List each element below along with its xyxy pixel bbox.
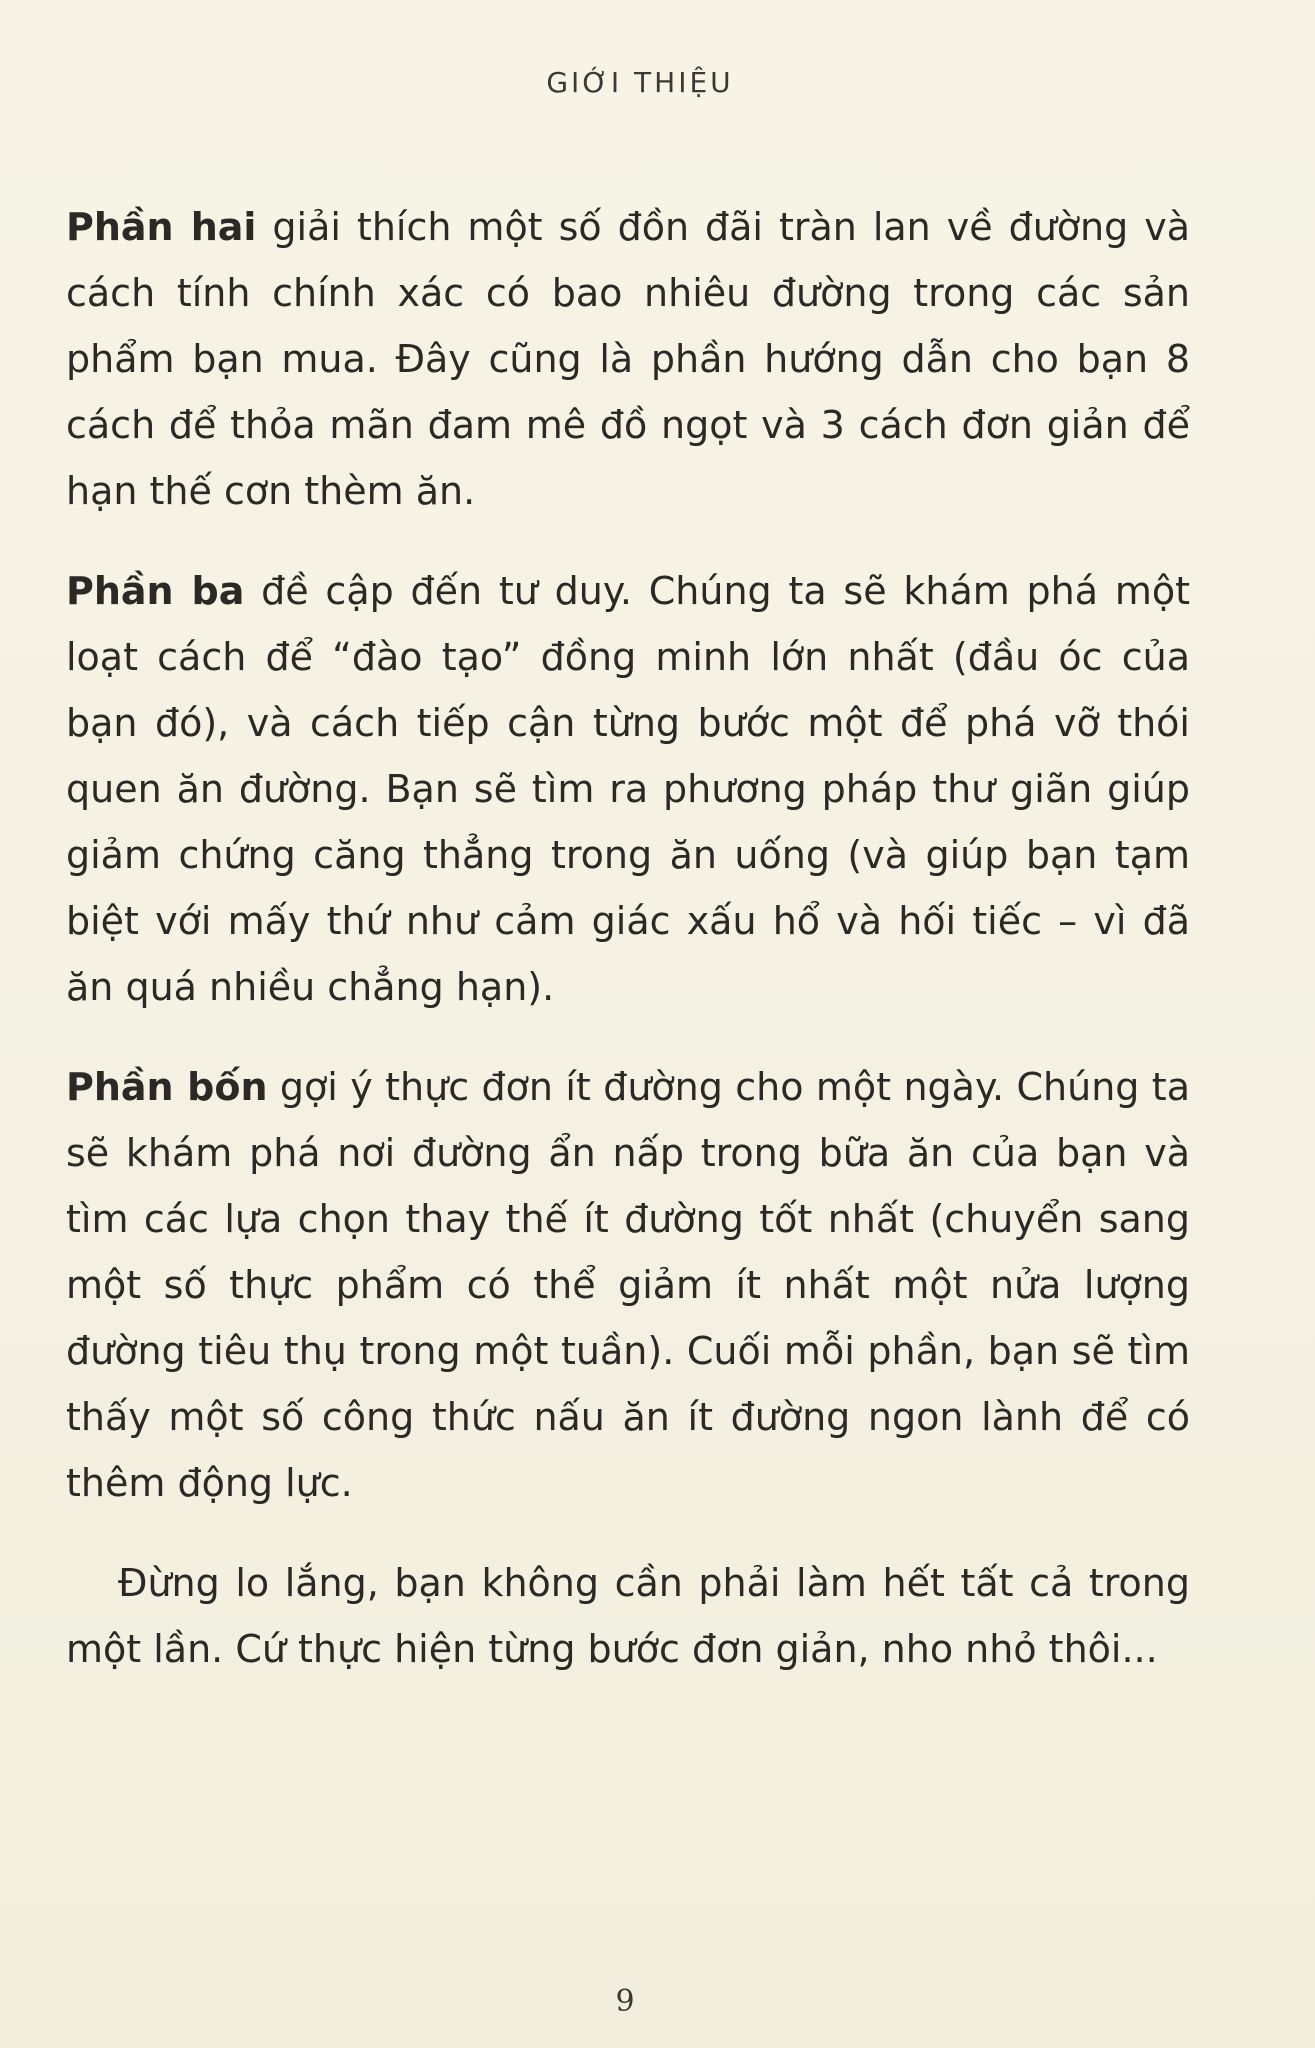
running-header: GIỚI THIỆU (546, 66, 734, 99)
paragraph-lead: Phần hai (66, 205, 257, 249)
paragraph-part-four (66, 1054, 1190, 1516)
closing-paragraph: Đừng lo lắng, bạn không cần phải làm hết tất cả trong một lần. Cứ thực hiện từng bước đơn giản, nho nhỏ thôi... (66, 1561, 1190, 1671)
paragraph-text: giải thích một số đồn đãi tràn lan về đường và cách tính chính xác có bao nhiêu đường trong các sản phẩm bạn mua. Đây cũng là phần hướng dẫn cho bạn 8 cách để thỏa mãn đam mê đồ ngọt và 3 cách đơn giản để hạn thế cơn thèm ăn. (66, 205, 1190, 513)
paragraph-part-two (66, 194, 1190, 524)
page-number: 9 (615, 1984, 635, 2019)
paragraph-lead: Phần ba (66, 569, 245, 613)
body-text (66, 194, 1190, 1716)
paragraph-text: gợi ý thực đơn ít đường cho một ngày. Chúng ta sẽ khám phá nơi đường ẩn nấp trong bữa ăn của bạn và tìm các lựa chọn thay thế ít đường tốt nhất (chuyển sang một số thực phẩm có thể giảm ít nhất một nửa lượng đường tiêu thụ trong một tuần). Cuối mỗi phần, bạn sẽ tìm thấy một số công thức nấu ăn ít đường ngon lành để có thêm động lực. (66, 1065, 1190, 1505)
paragraph-lead: Phần bốn (66, 1065, 268, 1109)
paragraph-part-three (66, 558, 1190, 1020)
paragraph-text: đề cập đến tư duy. Chúng ta sẽ khám phá một loạt cách để “đào tạo” đồng minh lớn nhất (đầu óc của bạn đó), và cách tiếp cận từng bước một để phá vỡ thói quen ăn đường. Bạn sẽ tìm ra phương pháp thư giãn giúp giảm chứng căng thẳng trong ăn uống (và giúp bạn tạm biệt với mấy thứ như cảm giác xấu hổ và hối tiếc – vì đã ăn quá nhiều chẳng hạn). (66, 569, 1190, 1009)
